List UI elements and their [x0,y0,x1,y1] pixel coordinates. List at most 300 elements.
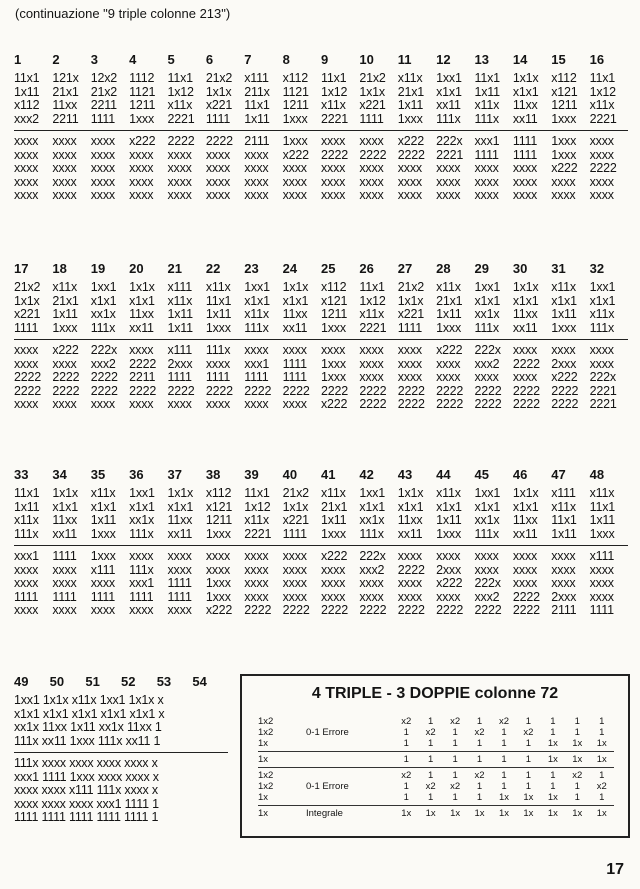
cell: 1111 [282,526,307,541]
group-1-row: 111x xx11 1xxx 111x xx11 1 [14,733,161,748]
cell: 111x [244,320,269,335]
cell: 1x11 [397,98,424,112]
cell: x1x1 [244,293,270,308]
cell: 2222 [474,603,502,617]
row-signs: 1x2 [258,781,274,792]
column-number: 39 [244,467,259,482]
divider [14,752,228,753]
cell: xxxx [589,356,614,371]
cell: 1111 [205,370,231,384]
cell: xx11 [512,320,538,335]
cell: x1x1 [90,499,117,514]
cell: 1x11 [167,307,193,321]
cell: 1111 [359,111,384,126]
cell: 1xxx [551,147,577,162]
cell: xxxx [205,356,231,371]
cell: xxxx [14,174,39,189]
cell: 21x2 [90,84,118,99]
cell: xxxx [129,549,154,563]
cell: 2222 [244,603,272,617]
cell: xxxx [436,161,461,175]
table-cell: 1 [403,754,409,765]
cell: 111x [205,343,231,357]
cell: 1x11 [205,307,232,321]
cell: xxxx [436,356,461,371]
table-row [258,781,614,792]
cell: xxxx [244,174,269,189]
table-cell: 1 [452,738,458,749]
cell: xxxx [321,343,346,357]
cell: xxxx [14,356,39,371]
cell: 2111 [244,134,270,148]
table-cell: 1 [476,754,483,765]
cell: 2222 [359,603,387,617]
cell: x11x [436,280,461,294]
cell: 1111 [167,370,192,384]
cell: 1xxx [205,320,231,335]
table-cell: x2 [401,770,412,781]
cell: 1111 [512,134,538,148]
column-number: 47 [551,467,566,482]
cell: 2222 [436,383,464,398]
cell: x1x1 [129,293,155,308]
group-1-row [14,308,628,322]
group-2-row: xxxx xxxx x111 111x xxxx x [14,783,158,797]
table-cell: 1 [428,738,434,749]
cell: xxxx [589,576,614,590]
row-signs: 1x [258,792,269,803]
cell: xxxx [167,174,192,189]
cell: 11x1 [14,71,40,85]
column-number: 8 [282,52,290,67]
column-number: 51 [85,674,100,689]
cell: 11x1 [205,293,232,308]
cell: 1xxx [589,526,615,541]
cell: x1x1 [52,499,78,514]
column-number: 27 [397,261,413,276]
table-cell: x2 [401,716,412,727]
cell: xxxx [14,397,39,411]
cell: 1x11 [589,513,616,527]
row-condition [306,754,394,765]
cell: 2222 [282,383,310,398]
cell: xxxx [397,161,422,175]
cell: 211x [244,84,270,99]
cell: 2222 [359,397,387,411]
row-condition [306,770,394,781]
cell: x1x1 [512,293,539,308]
row-condition [306,738,394,749]
cell: 1111 [14,589,39,604]
cell: 1x1x [167,486,194,500]
cell: x221 [282,513,309,527]
cell: 2221 [359,320,387,335]
table-cell: 1 [525,781,532,792]
cell: xxxx [474,370,499,384]
cell: 1111 [282,370,307,384]
cell: 111x [474,320,499,335]
column-number: 13 [474,52,489,67]
cell: 2211 [52,111,79,126]
table-cell: 1 [403,738,409,749]
cell: x1x1 [512,499,539,514]
table-cell: 1x [498,808,509,819]
divider [14,339,628,340]
group-2-row: 111x xxxx xxxx xxxx xxxx x [14,756,158,770]
cell: x111 [167,280,192,294]
cell: xxxx [436,370,461,384]
cell: 1x11 [436,513,462,527]
cell: x11x [14,513,39,527]
table-cell: 1x [523,792,534,803]
table-cell: 1 [452,792,458,803]
cell: 1xxx [551,134,577,148]
table-cell: 1x [547,754,558,765]
cell: x11x [359,307,385,321]
cell: xxx1 [129,576,155,590]
cell: xxxx [14,134,39,148]
group-2-row [14,591,628,605]
cell: xxxx [436,174,461,189]
cell: xx1x [474,307,500,321]
cell: xxx2 [90,356,116,371]
cell: 2222 [52,383,80,398]
column-number: 5 [167,52,175,67]
cell: 2222 [359,147,387,162]
cell: xxx2 [474,589,500,604]
cell: xxxx [551,174,576,189]
table-cell: 1x [572,754,583,765]
column-number: 31 [551,261,566,276]
cell: 2222 [397,383,425,398]
cell: xxxx [282,397,307,411]
table-cell: 1 [452,770,458,781]
cell: xxx2 [359,562,385,577]
cell: 1xxx [321,370,346,384]
cell: xxxx [244,562,269,577]
column-number: 1 [14,52,22,67]
table-cell: 1x [596,738,607,749]
cell: 1x1x [397,293,424,308]
cell: 21x2 [397,280,425,294]
cell: 1111 [397,320,422,335]
cell: 1xx1 [589,280,616,294]
cell: xx11 [436,98,461,112]
table-row [258,792,614,803]
cell: 2222 [90,370,118,384]
cell: 1111 [52,549,77,563]
row-condition: 0-1 Errore [306,781,349,792]
cell: xxx2 [14,111,39,126]
table-cell: 1 [476,781,483,792]
cell: 1x1x [359,84,385,99]
cell: xxxx [551,188,576,202]
cell: xxxx [14,147,39,162]
cell: 2222 [359,383,387,398]
cell: 2xxx [551,356,577,371]
cell: 11x1 [551,513,577,527]
cell: xxxx [359,576,384,590]
cell: x11x [589,486,615,500]
table-cell: 1 [403,792,409,803]
column-number: 9 [321,52,329,67]
cell: 11x1 [474,71,500,85]
column-number: 6 [205,52,214,67]
cell: xxxx [589,134,614,148]
cell: xxxx [359,174,384,189]
cell: xx11 [282,320,308,335]
cell: xxxx [244,161,269,175]
cell: 2xxx [436,562,462,577]
cell: xxxx [205,549,231,563]
cell: 2xxx [167,356,193,371]
cell: 11xx [512,513,538,527]
cell: xxxx [282,562,307,577]
cell: xxxx [52,161,77,175]
cell: 1xxx [321,320,346,335]
column-block-3 [14,467,628,618]
cell: xxxx [359,134,384,148]
table-cell: 1x [547,808,558,819]
cell: xxx1 [14,549,39,563]
cell: xxxx [14,343,39,357]
row-signs: 1x2 [258,716,274,727]
column-number: 25 [321,261,336,276]
cell: 1111 [90,111,115,126]
cell: xxxx [129,161,154,175]
table-cell: 1x [425,808,436,819]
cell: xxxx [512,188,538,202]
cell: xx11 [129,320,154,335]
cell: 11x1 [321,71,347,85]
page-number: 17 [606,861,624,878]
table-cell: x2 [498,716,509,727]
cell: 1x11 [436,307,462,321]
cell: xxxx [90,147,115,162]
cell: 1x11 [52,307,78,321]
cell: xxxx [90,174,115,189]
group-1-row [14,514,628,528]
cell: 1xx1 [436,71,462,85]
group-2-row [14,564,628,578]
table-cell: 1 [599,727,605,738]
table-cell: 1 [574,781,580,792]
column-number: 14 [512,52,528,67]
cell: x11x [589,98,615,112]
cell: 11xx [512,307,538,321]
cell: 1xxx [436,320,462,335]
cell: xx11 [52,526,78,541]
cell: xxx2 [474,356,500,371]
cell: xxxx [397,356,422,371]
column-number: 38 [205,467,221,482]
column-block-4 [14,674,228,825]
cell: 2222 [129,383,157,398]
row-signs: 1x [258,738,269,749]
cell: 1xxx [90,549,116,563]
cell: 2222 [512,383,540,398]
cell: xxxx [397,576,422,590]
group-1-row: x1x1 x1x1 x1x1 x1x1 x1x1 x [14,706,165,721]
row-condition [306,716,394,727]
cell: xxxx [244,343,269,357]
group-2-row [14,385,628,399]
cell: xxxx [244,589,269,604]
group-1-row [14,281,628,295]
cell: 2222 [436,397,464,411]
cell: xxxx [474,161,499,175]
row-condition: 0-1 Errore [306,727,349,738]
cell: xxx1 [474,134,500,148]
cell: xx11 [167,526,193,541]
cell: xxxx [129,174,154,189]
cell: 11xx [282,307,308,321]
column-number: 42 [359,467,374,482]
table-cell: 1 [599,792,605,803]
cell: x111 [244,71,269,85]
column-number: 35 [90,467,106,482]
column-block-2 [14,261,628,412]
cell: x221 [205,98,233,112]
cell: 2222 [244,383,272,398]
cell: xxxx [167,603,192,617]
cell: 11x1 [244,486,270,500]
table-cell: x2 [450,716,461,727]
row-signs: 1x2 [258,727,274,738]
group-1-row [14,322,628,336]
cell: x222 [397,134,425,148]
cell: xxxx [205,174,231,189]
table-cell: 1 [574,792,580,803]
group-2-row [14,189,628,203]
cell: 1xxx [321,356,346,371]
cell: x222 [321,397,348,411]
cell: x222 [282,147,309,162]
table-cell: 1 [428,792,434,803]
table-cell: 1 [403,781,409,792]
cell: xxxx [282,589,307,604]
cell: 11x1 [244,98,270,112]
cell: x1x1 [167,499,194,514]
table-row [258,770,614,781]
table-cell: 1 [476,716,483,727]
cell: 2222 [167,383,195,398]
column-number: 32 [589,261,605,276]
cell: 21x2 [205,71,233,85]
cell: xxxx [397,589,422,604]
cell: x1x1 [129,499,155,514]
table-cell: 1x [401,808,412,819]
summary-box [240,674,630,838]
cell: x11x [244,513,269,527]
cell: x112 [205,486,232,500]
table-cell: 1 [599,770,605,781]
cell: x112 [14,98,40,112]
cell: xxxx [589,188,614,202]
cell: xxxx [52,174,77,189]
cell: 2222 [397,147,425,162]
cell: 1xxx [282,134,308,148]
column-block-1 [14,52,628,203]
cell: 222x [474,576,501,590]
cell: 1211 [129,98,156,112]
cell: 1x1x [14,293,40,308]
cell: 1xxx [205,589,231,604]
column-number: 43 [397,467,413,482]
cell: x112 [282,71,309,85]
group-1-row [14,487,628,501]
cell: 2222 [205,383,233,398]
cell: xxxx [512,161,538,175]
cell: xxxx [589,589,614,604]
cell: 1x11 [474,84,500,99]
cell: 222x [474,343,501,357]
table-cell: 1 [501,781,507,792]
cell: xxxx [205,147,231,162]
cell: 11xx [52,98,78,112]
column-number: 15 [551,52,566,67]
table-divider [258,751,614,752]
cell: 1xxx [129,111,155,126]
cell: 2222 [512,603,540,617]
cell: 1x1x [52,486,78,500]
cell: x111 [551,486,576,500]
cell: xxxx [129,603,154,617]
cell: x11x [52,280,78,294]
column-number: 37 [167,467,182,482]
cell: 1xxx [551,111,577,126]
cell: x222 [436,343,463,357]
cell: 2222 [205,134,233,148]
group-2-row [14,149,628,163]
cell: xxxx [321,188,346,202]
column-number: 49 [14,674,29,689]
cell: xxxx [474,549,499,563]
cell: x222 [129,134,156,148]
cell: 12x2 [90,71,118,85]
table-cell: 1 [525,754,532,765]
table-cell: x2 [596,781,607,792]
cell: xxxx [52,356,77,371]
cell: 11x1 [167,71,193,85]
cell: xxxx [512,562,538,577]
group-1-row [14,99,628,113]
cell: 21x1 [397,84,425,99]
cell: 1xx1 [244,280,270,294]
table-cell: x2 [450,781,461,792]
cell: 1x11 [14,499,40,514]
cell: 1111 [282,356,307,371]
table-cell: 1x [547,792,558,803]
cell: xxxx [52,147,77,162]
cell: 21x1 [52,293,79,308]
cell: 2222 [321,603,349,617]
cell: xxxx [359,589,384,604]
column-number: 33 [14,467,29,482]
row-signs: 1x2 [258,770,274,781]
table-cell: x2 [572,770,583,781]
cell: xxxx [205,397,231,411]
table-cell: 1 [501,738,507,749]
cell: x1x1 [551,293,577,308]
cell: 111x [129,526,154,541]
cell: 2222 [129,356,157,371]
table-cell: 1 [574,727,580,738]
cell: xxxx [589,343,614,357]
column-number: 45 [474,467,489,482]
cell: xx1x [90,307,116,321]
cell: 2222 [167,134,195,148]
